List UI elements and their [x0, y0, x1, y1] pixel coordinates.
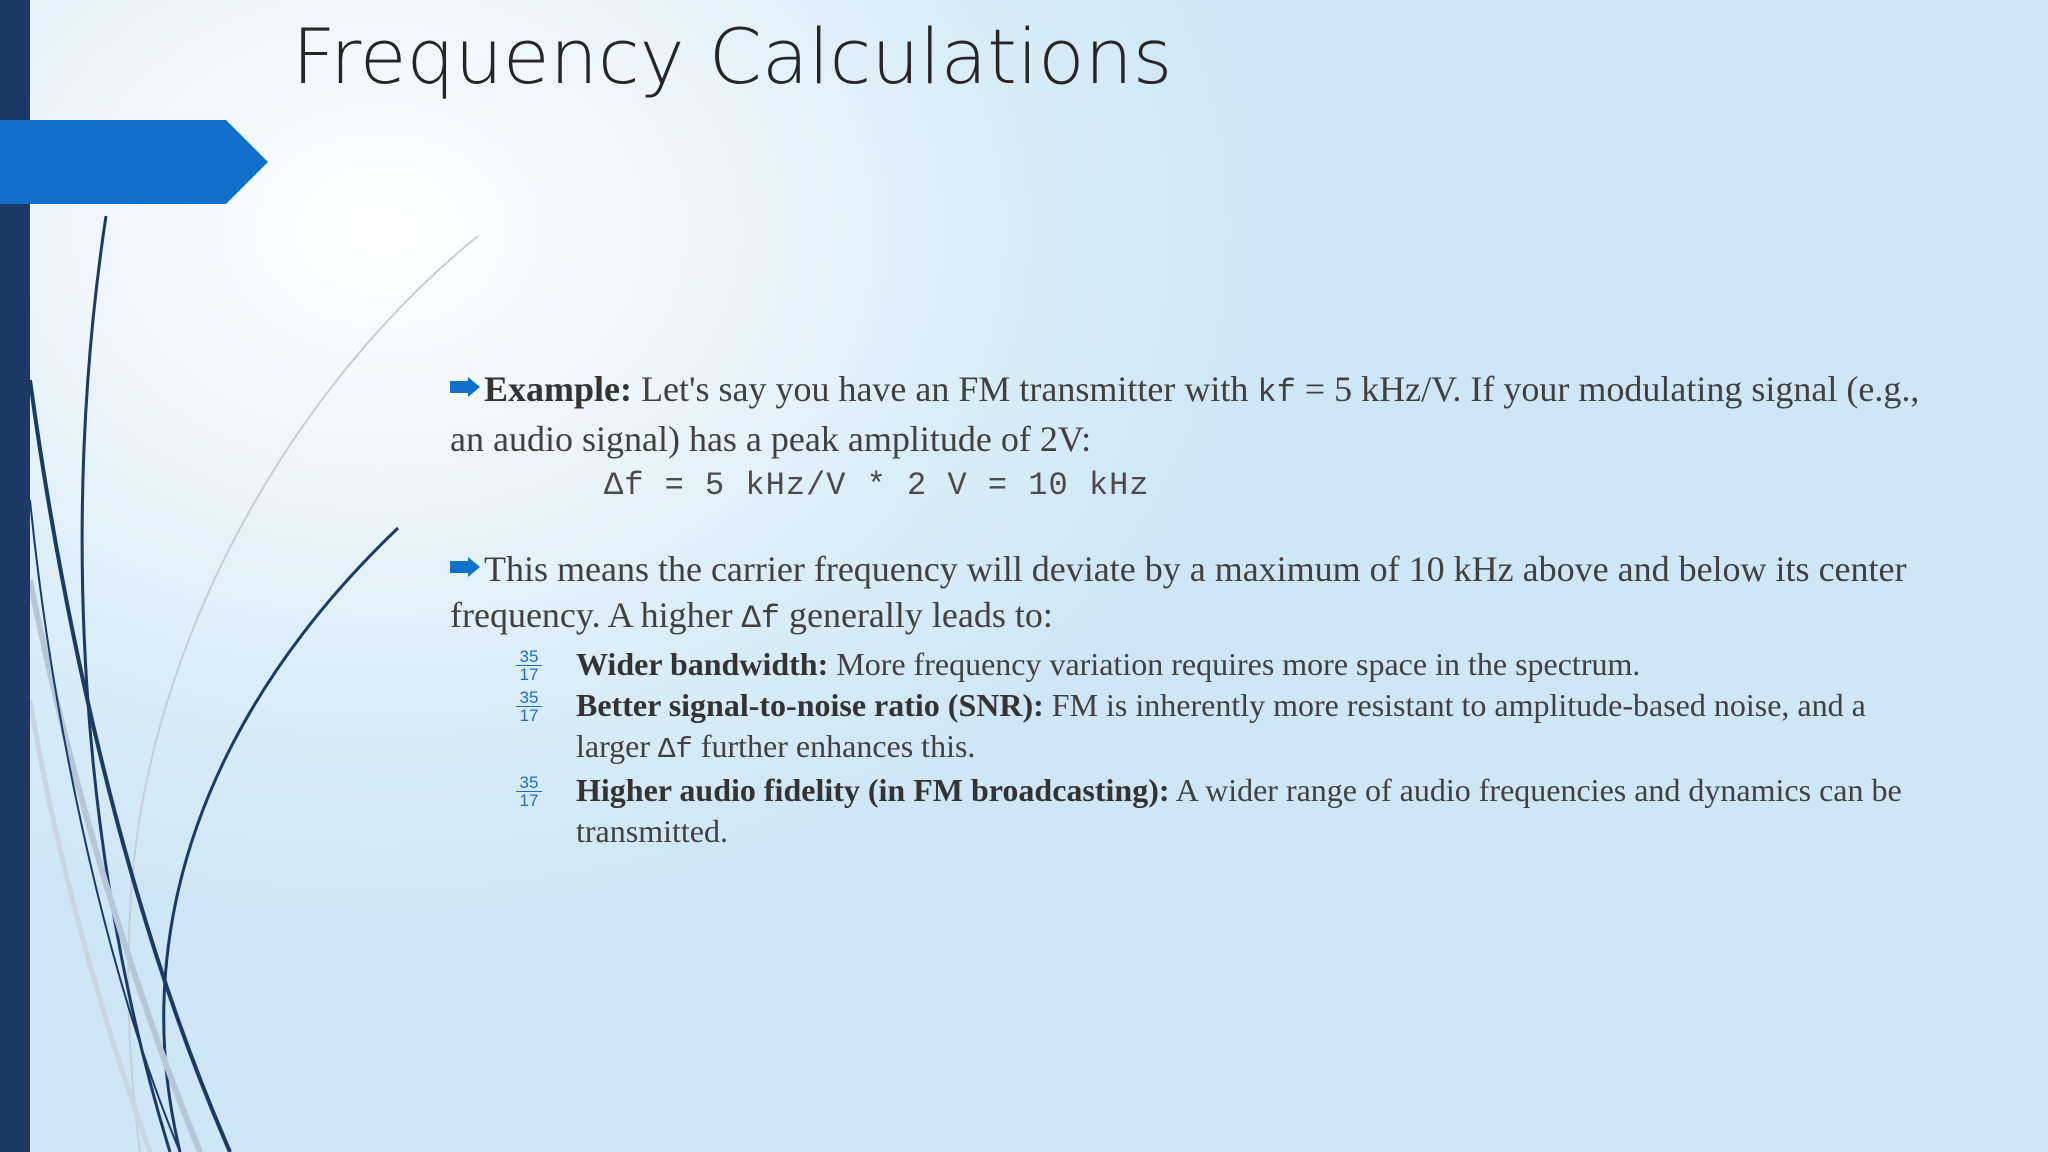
snr-delta-f-code: Δf — [658, 733, 693, 766]
meaning-text-a: This means the carrier frequency will deviate by a maximum of 10 kHz above and below its center frequency. A higher — [450, 549, 1907, 635]
example-label: Example: — [484, 369, 632, 409]
fraction-bullet-icon: 35 17 — [516, 774, 542, 809]
bandwidth-label: Wider bandwidth: — [576, 646, 829, 682]
left-accent-bar — [0, 0, 30, 1152]
list-item-fidelity — [516, 770, 1920, 852]
slide-body — [450, 366, 1920, 852]
paragraph-meaning — [450, 546, 1920, 642]
snr-text-a: FM is inherently more resistant to amplitude-based noise, and a larger — [576, 687, 1866, 764]
list-item-snr — [516, 685, 1920, 770]
fidelity-text: A wider range of audio frequencies and dynamics can be transmitted. — [576, 772, 1902, 849]
bandwidth-text: More frequency variation requires more space in the spectrum. — [828, 646, 1641, 682]
right-arrow-bullet-icon — [450, 377, 480, 397]
meaning-text-b: generally leads to: — [779, 595, 1053, 635]
delta-f-code: Δf — [741, 600, 780, 637]
paragraph-example — [450, 366, 1920, 462]
fraction-bullet-icon: 35 17 — [516, 689, 542, 724]
formula-line: Δf = 5 kHz/V * 2 V = 10 kHz — [604, 467, 1150, 504]
fraction-bullet-icon: 35 17 — [516, 648, 542, 683]
list-item-bandwidth — [516, 644, 1920, 685]
snr-label: Better signal-to-noise ratio (SNR): — [576, 687, 1044, 723]
right-arrow-bullet-icon — [450, 557, 480, 577]
snr-text-b: further enhances this. — [692, 728, 976, 764]
fidelity-label: Higher audio fidelity (in FM broadcasting): — [576, 772, 1170, 808]
kf-code: kf — [1257, 374, 1296, 411]
example-text-b: = 5 kHz/V. If your modulating signal (e.g., an audio signal) has a peak amplitude of 2V: — [450, 369, 1920, 459]
slide-title: Frequency Calculations — [292, 12, 1173, 101]
example-text-a: Let's say you have an FM transmitter with — [632, 369, 1258, 409]
sub-bullet-list — [516, 644, 1920, 852]
